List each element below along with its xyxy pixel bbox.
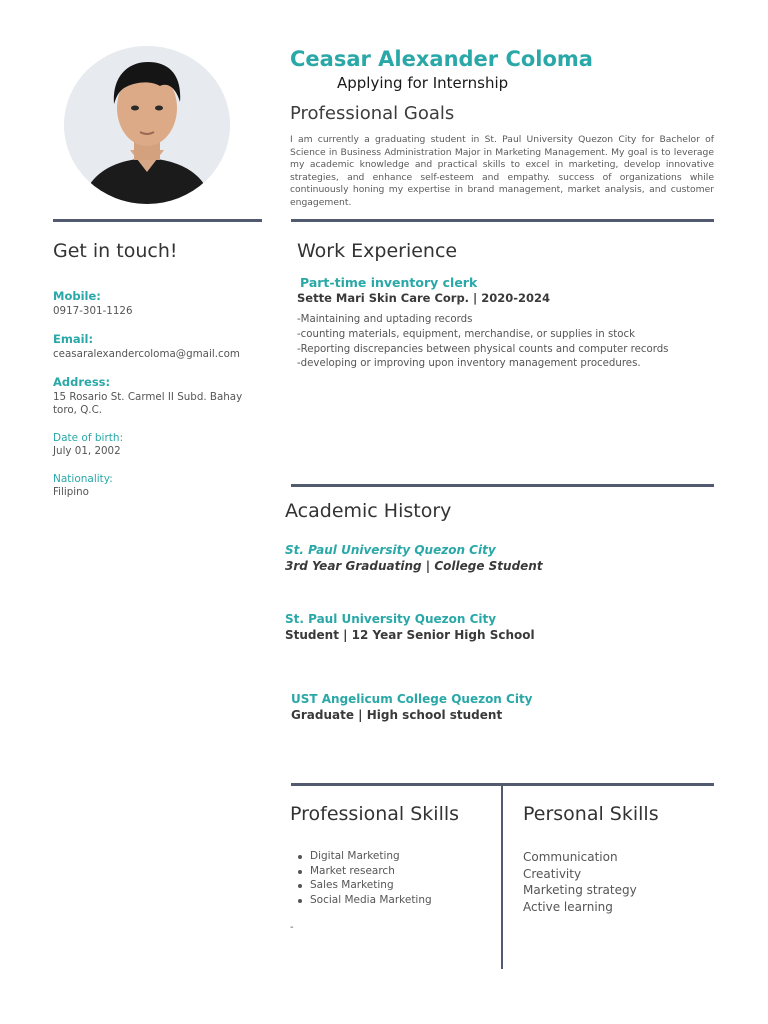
application-subtitle: Applying for Internship [337,74,509,92]
list-item: Social Media Marketing [310,893,432,906]
dob-label: Date of birth: [53,432,124,444]
email-label: Email: [53,332,94,346]
list-item: Creativity [523,866,582,881]
job-title: Part-time inventory clerk [300,275,478,290]
personal-skills-list [523,849,637,916]
goals-heading: Professional Goals [290,103,455,124]
address-value: 15 Rosario St. Carmel II Subd. Bahay toro, Q.C. [53,391,243,416]
profile-photo [64,46,230,204]
candidate-name: Ceasar Alexander Coloma [290,47,593,71]
list-item: Marketing strategy [523,883,637,898]
academic-heading: Academic History [285,500,452,522]
mobile-label: Mobile: [53,289,101,303]
job-company: Sette Mari Skin Care Corp. | 2020-2024 [297,291,551,305]
list-item: Communication [523,850,618,864]
school-name: St. Paul University Quezon City [285,543,496,557]
personal-skills-heading: Personal Skills [523,803,659,825]
goals-paragraph: I am currently a graduating student in St. Paul University Quezon City for Bachelor of Science in Business Administration Major in Marketing Management. My goal is to leverage my academic knowledge and practical skills to excel in marketing, develop innovative strategies, and enhance self-esteem and empathy. success of organizations while continuously honing my expertise in brand management, market analysis, and customer engagement. [290,134,714,208]
professional-skills-heading: Professional Skills [290,803,460,825]
nationality-value: Filipino [53,486,89,498]
school-name: St. Paul University Quezon City [285,612,497,626]
academic-divider [291,484,714,487]
mobile-value: 0917-301-1126 [53,305,133,317]
address-label: Address: [53,375,111,389]
school-level: Student | 12 Year Senior High School [285,628,535,642]
job-duties [297,313,669,372]
duty-item: -counting materials, equipment, merchandise, or supplies in stock [297,328,635,340]
work-heading: Work Experience [297,240,458,262]
top-divider [291,219,714,222]
list-item: Active learning [523,900,613,915]
skills-vertical-divider [501,784,503,969]
list-item: Market research [310,864,432,879]
duty-item: -Reporting discrepancies between physical counts and computer records [297,343,669,355]
school-name: UST Angelicum College Quezon City [291,692,533,706]
left-divider [53,219,262,222]
nationality-label: Nationality: [53,473,113,485]
professional-skills-list [310,849,432,907]
contact-heading: Get in touch! [53,240,178,262]
duty-item: -Maintaining and uptading records [297,314,473,325]
list-item: Digital Marketing [310,849,432,864]
duty-item: -developing or improving upon inventory management procedures. [297,358,641,370]
list-item: Sales Marketing [310,878,432,893]
dob-value: July 01, 2002 [53,445,121,457]
email-value: ceasaralexandercoloma@gmail.com [53,348,240,360]
school-level: 3rd Year Graduating | College Student [285,559,543,573]
profile-photo-portrait [64,46,230,204]
school-level: Graduate | High school student [291,708,503,722]
professional-skills-extra: - [290,922,294,933]
